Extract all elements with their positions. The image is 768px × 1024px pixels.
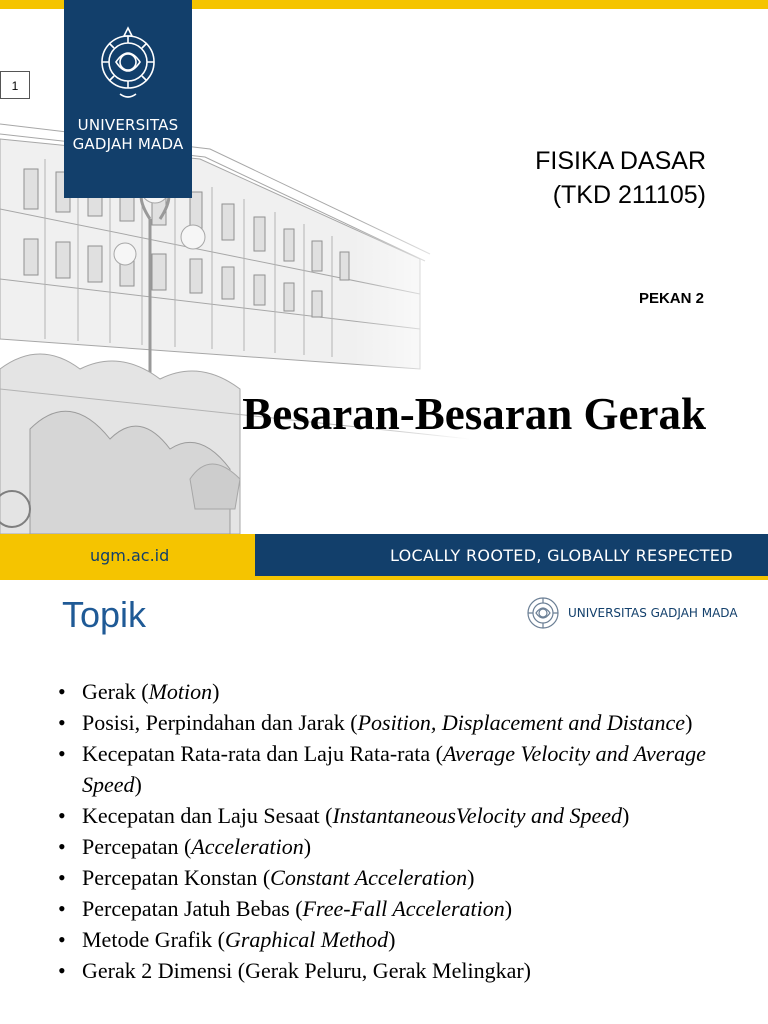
week-label: PEKAN 2 <box>638 290 704 307</box>
topics-list <box>58 676 738 986</box>
footer-url: ugm.ac.id <box>90 546 170 565</box>
ugm-seal-icon <box>96 22 160 106</box>
course-title <box>535 144 706 212</box>
slide-title: Besaran-Besaran Gerak <box>242 389 706 439</box>
topics-slide <box>0 590 768 1024</box>
footer-url-panel <box>0 534 255 580</box>
ugm-seal-icon <box>526 596 560 630</box>
list-item: • Percepatan (Acceleration) <box>58 831 738 862</box>
list-item: • Metode Grafik (Graphical Method) <box>58 924 738 955</box>
list-item: • Percepatan Konstan (Constant Acceleration) <box>58 862 738 893</box>
list-item: • Posisi, Perpindahan dan Jarak (Position, Displacement and Distance) <box>58 707 738 738</box>
footer-tagline-panel <box>255 534 768 580</box>
footer-accent-line <box>255 576 768 580</box>
list-item: • Gerak 2 Dimensi (Gerak Peluru, Gerak Melingkar) <box>58 955 738 986</box>
course-code: (TKD 211105) <box>552 181 706 209</box>
slide-number-badge: 1 <box>0 71 30 99</box>
topics-heading: Topik <box>62 594 147 635</box>
list-item: • Gerak (Motion) <box>58 676 738 707</box>
footer-tagline: LOCALLY ROOTED, GLOBALLY RESPECTED <box>390 546 733 565</box>
logo-text-line1: UNIVERSITAS <box>77 116 179 134</box>
list-item: • Kecepatan dan Laju Sesaat (InstantaneousVelocity and Speed) <box>58 800 738 831</box>
footer-banner <box>0 534 768 580</box>
university-logo <box>64 0 192 198</box>
small-university-logo <box>526 596 756 630</box>
small-logo-label: UNIVERSITAS GADJAH MADA <box>568 606 738 620</box>
list-item: • Percepatan Jatuh Bebas (Free-Fall Acceleration) <box>58 893 738 924</box>
course-name: FISIKA DASAR <box>535 147 706 175</box>
list-item: • Kecepatan Rata-rata dan Laju Rata-rata (Average Velocity and Average Speed) <box>58 738 738 800</box>
logo-text-line2: GADJAH MADA <box>72 135 184 153</box>
